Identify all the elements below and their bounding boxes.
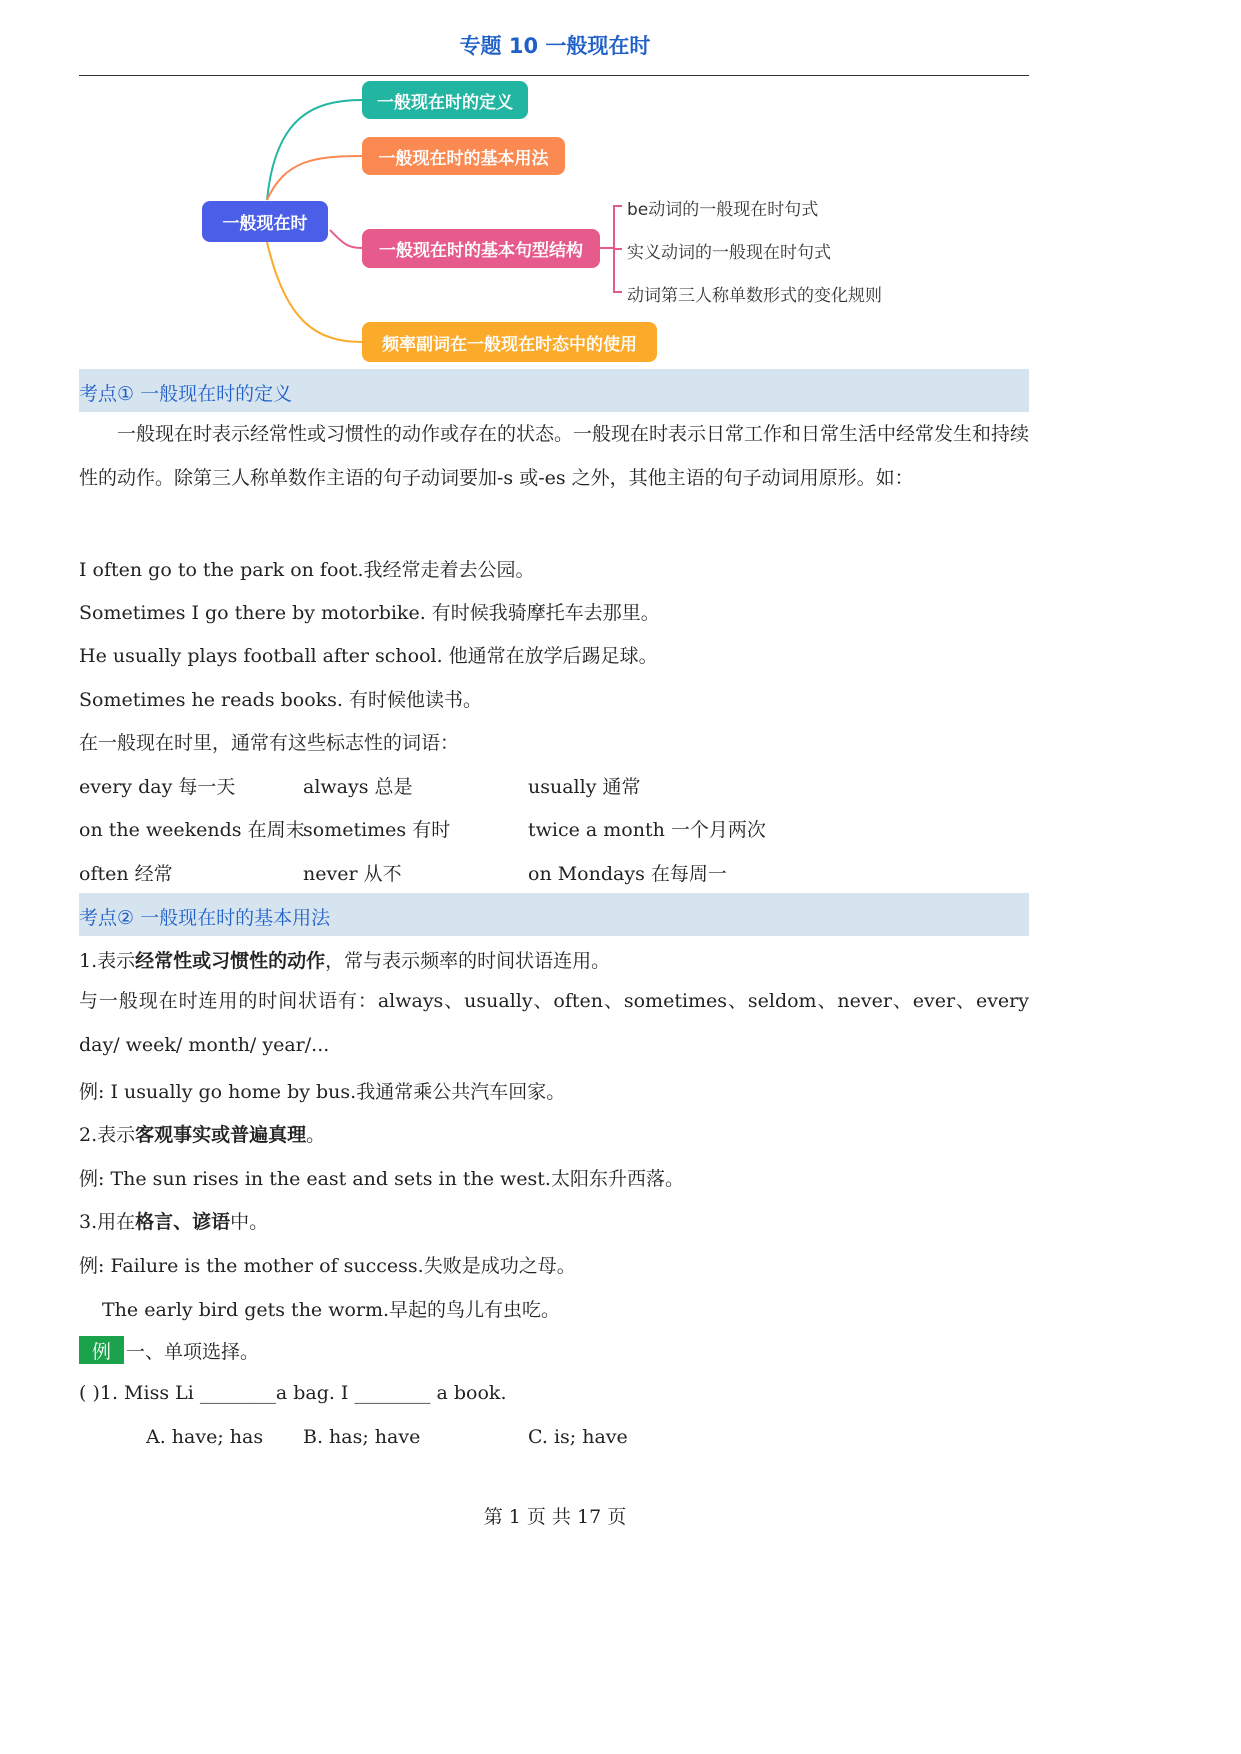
usage-2: 2.表示客观事实或普遍真理。 xyxy=(79,1124,326,1146)
section-1-title: 考点① 一般现在时的定义 xyxy=(79,383,293,405)
page-number: 第 1 页 共 17 页 xyxy=(483,1506,627,1528)
usage-1: 1.表示经常性或习惯性的动作，常与表示频率的时间状语连用。 xyxy=(79,950,611,972)
mind-map xyxy=(0,0,1110,380)
mind-map-branch-frequency: 频率副词在一般现在时态中的使用 xyxy=(362,322,657,362)
usage-3-example-1: 例: Failure is the mother of success.失败是成功之母。 xyxy=(79,1255,576,1277)
section-2-bar xyxy=(79,893,1029,936)
mind-map-branch-usage: 一般现在时的基本用法 xyxy=(362,137,565,175)
markers-intro: 在一般现在时里，通常有这些标志性的词语： xyxy=(79,732,460,754)
marker-word: never 从不 xyxy=(303,863,402,885)
adverbials-list: 与一般现在时连用的时间状语有：always、usually、often、sometimes、seldom、never、ever、every day/ week/ month/ year/... xyxy=(79,990,1029,1056)
usage-1-example: 例: I usually go home by bus.我通常乘公共汽车回家。 xyxy=(79,1081,566,1103)
marker-word: on Mondays 在每周一 xyxy=(528,863,727,885)
marker-word: every day 每一天 xyxy=(79,776,236,798)
marker-word: on the weekends 在周末 xyxy=(79,819,305,841)
marker-word: usually 通常 xyxy=(528,776,641,798)
example-sentence: Sometimes he reads books. 有时候他读书。 xyxy=(79,689,482,711)
option-b: B. has; have xyxy=(303,1426,421,1448)
usage-3-example-2: The early bird gets the worm.早起的鸟儿有虫吃。 xyxy=(102,1299,561,1321)
mind-map-sub-third-person: 动词第三人称单数形式的变化规则 xyxy=(627,286,882,306)
section-2-title: 考点② 一般现在时的基本用法 xyxy=(79,907,331,929)
mind-map-branch-definition: 一般现在时的定义 xyxy=(362,81,528,119)
marker-word: sometimes 有时 xyxy=(303,819,451,841)
marker-word: always 总是 xyxy=(303,776,413,798)
example-sentence: I often go to the park on foot.我经常走着去公园。 xyxy=(79,559,535,581)
question-1: ( )1. Miss Li ________a bag. I ________ a book. xyxy=(79,1382,507,1404)
mind-map-root: 一般现在时 xyxy=(202,201,328,242)
mind-map-branch-structure: 一般现在时的基本句型结构 xyxy=(362,229,600,268)
usage-3: 3.用在格言、谚语中。 xyxy=(79,1211,269,1233)
example-sentence: He usually plays football after school. 他通常在放学后踢足球。 xyxy=(79,645,658,667)
example-tag: 例 xyxy=(79,1336,124,1364)
section-1-bar xyxy=(79,369,1029,412)
usage-2-example: 例: The sun rises in the east and sets in the west.太阳东升西落。 xyxy=(79,1168,684,1190)
mind-map-sub-notional: 实义动词的一般现在时句式 xyxy=(627,243,831,263)
mind-map-sub-be: be动词的一般现在时句式 xyxy=(627,200,819,220)
option-c: C. is; have xyxy=(528,1426,628,1448)
marker-word: often 经常 xyxy=(79,863,173,885)
header-title: 专题 10 一般现在时 xyxy=(459,34,651,58)
exercise-heading: 一、单项选择。 xyxy=(126,1341,260,1363)
example-sentence: Sometimes I go there by motorbike. 有时候我骑摩托车去那里。 xyxy=(79,602,660,624)
marker-word: twice a month 一个月两次 xyxy=(528,819,766,841)
section-1-intro: 一般现在时表示经常性或习惯性的动作或存在的状态。一般现在时表示日常工作和日常生活中经常发生和持续性的动作。除第三人称单数作主语的句子动词要加-s 或-es 之外，其他主语的句子动词用原形。如： xyxy=(79,423,1030,489)
option-a: A. have; has xyxy=(146,1426,264,1448)
